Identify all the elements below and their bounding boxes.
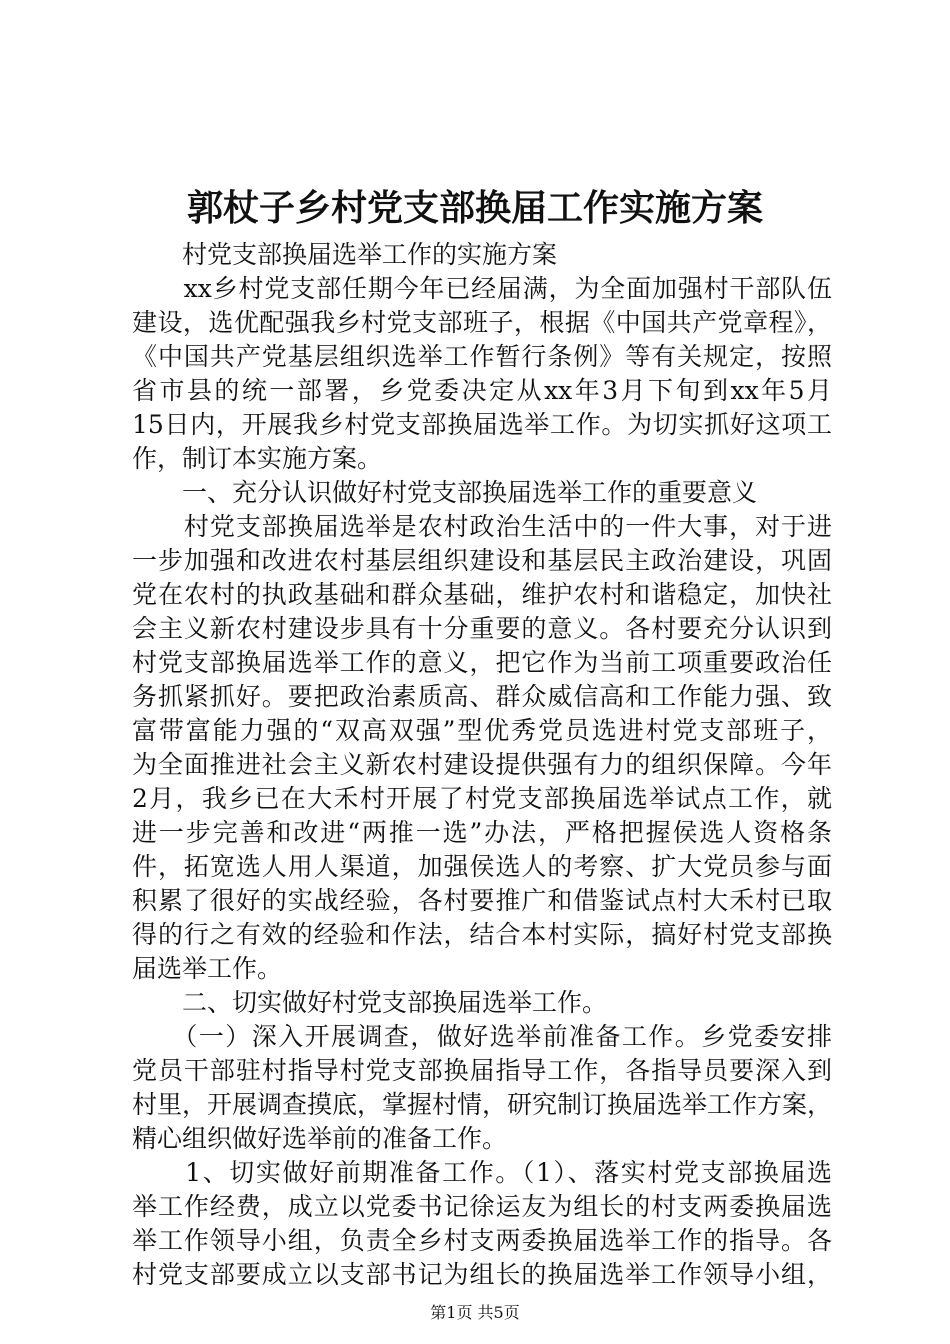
body-line: 届选举工作。 [132, 954, 283, 983]
body-line: 一步加强和改进农村基层组织建设和基层民主政治建设，巩固 [132, 546, 832, 575]
body-line: 党员干部驻村指导村党支部换届指导工作，各指导员要深入到 [132, 1056, 832, 1085]
body-line: （一）深入开展调查，做好选举前准备工作。乡党委安排 [132, 1022, 832, 1051]
body-line: 2月，我乡已在大禾村开展了村党支部换届选举试点工作，就 [132, 784, 832, 813]
body-line: 为全面推进社会主义新农村建设提供强有力的组织保障。今年 [132, 750, 832, 779]
body-line: 作，制订本实施方案。 [132, 444, 383, 473]
page-number-footer: 第1页 共5页 [430, 1303, 520, 1322]
body-line: 村党支部要成立以支部书记为组长的换届选举工作领导小组， [132, 1260, 832, 1289]
body-line: 精心组织做好选举前的准备工作。 [132, 1124, 508, 1153]
body-line: 进一步完善和改进“两推一选”办法，严格把握侯选人资格条 [132, 818, 832, 847]
body-line: 件，拓宽选人用人渠道，加强侯选人的考察、扩大党员参与面 [132, 852, 832, 881]
body-line: 举工作经费，成立以党委书记徐运友为组长的村支两委换届选 [132, 1192, 832, 1221]
section-heading: 二、切实做好村党支部换届选举工作。 [132, 988, 608, 1017]
body-line: 1、切实做好前期准备工作。（1）、落实村党支部换届选 [132, 1158, 832, 1187]
body-line: 建设，选优配强我乡村党支部班子，根据《中国共产党章程》， [132, 308, 832, 337]
body-line: 村党支部换届选举工作的实施方案 [132, 240, 558, 269]
body-line: 《中国共产党基层组织选举工作暂行条例》等有关规定，按照 [132, 342, 832, 371]
body-line: 党在农村的执政基础和群众基础，维护农村和谐稳定，加快社 [132, 580, 832, 609]
body-line: 得的行之有效的经验和作法，结合本村实际，搞好村党支部换 [132, 920, 832, 949]
body-line: 务抓紧抓好。要把政治素质高、群众威信高和工作能力强、致 [132, 682, 832, 711]
body-line: 村党支部换届选举是农村政治生活中的一件大事，对于进 [132, 512, 832, 541]
body-line: 15日内，开展我乡村党支部换届选举工作。为切实抓好这项工 [132, 410, 832, 439]
body-line: 省市县的统一部署，乡党委决定从xx年3月下旬到xx年5月 [132, 376, 832, 405]
section-heading: 一、充分认识做好村党支部换届选举工作的重要意义 [132, 478, 758, 507]
body-line: xx乡村党支部任期今年已经届满，为全面加强村干部队伍 [132, 274, 832, 303]
body-line: 会主义新农村建设步具有十分重要的意义。各村要充分认识到 [132, 614, 832, 643]
body-line: 积累了很好的实战经验，各村要推广和借鉴试点村大禾村已取 [132, 886, 832, 915]
body-line: 富带富能力强的“双高双强”型优秀党员选进村党支部班子， [132, 716, 832, 745]
body-line: 村党支部换届选举工作的意义，把它作为当前工项重要政治任 [132, 648, 832, 677]
document-title: 郭杖子乡村党支部换届工作实施方案 [186, 187, 763, 229]
body-line: 村里，开展调查摸底，掌握村情，研究制订换届选举工作方案， [132, 1090, 833, 1119]
body-line: 举工作领导小组，负责全乡村支两委换届选举工作的指导。各 [132, 1226, 832, 1255]
